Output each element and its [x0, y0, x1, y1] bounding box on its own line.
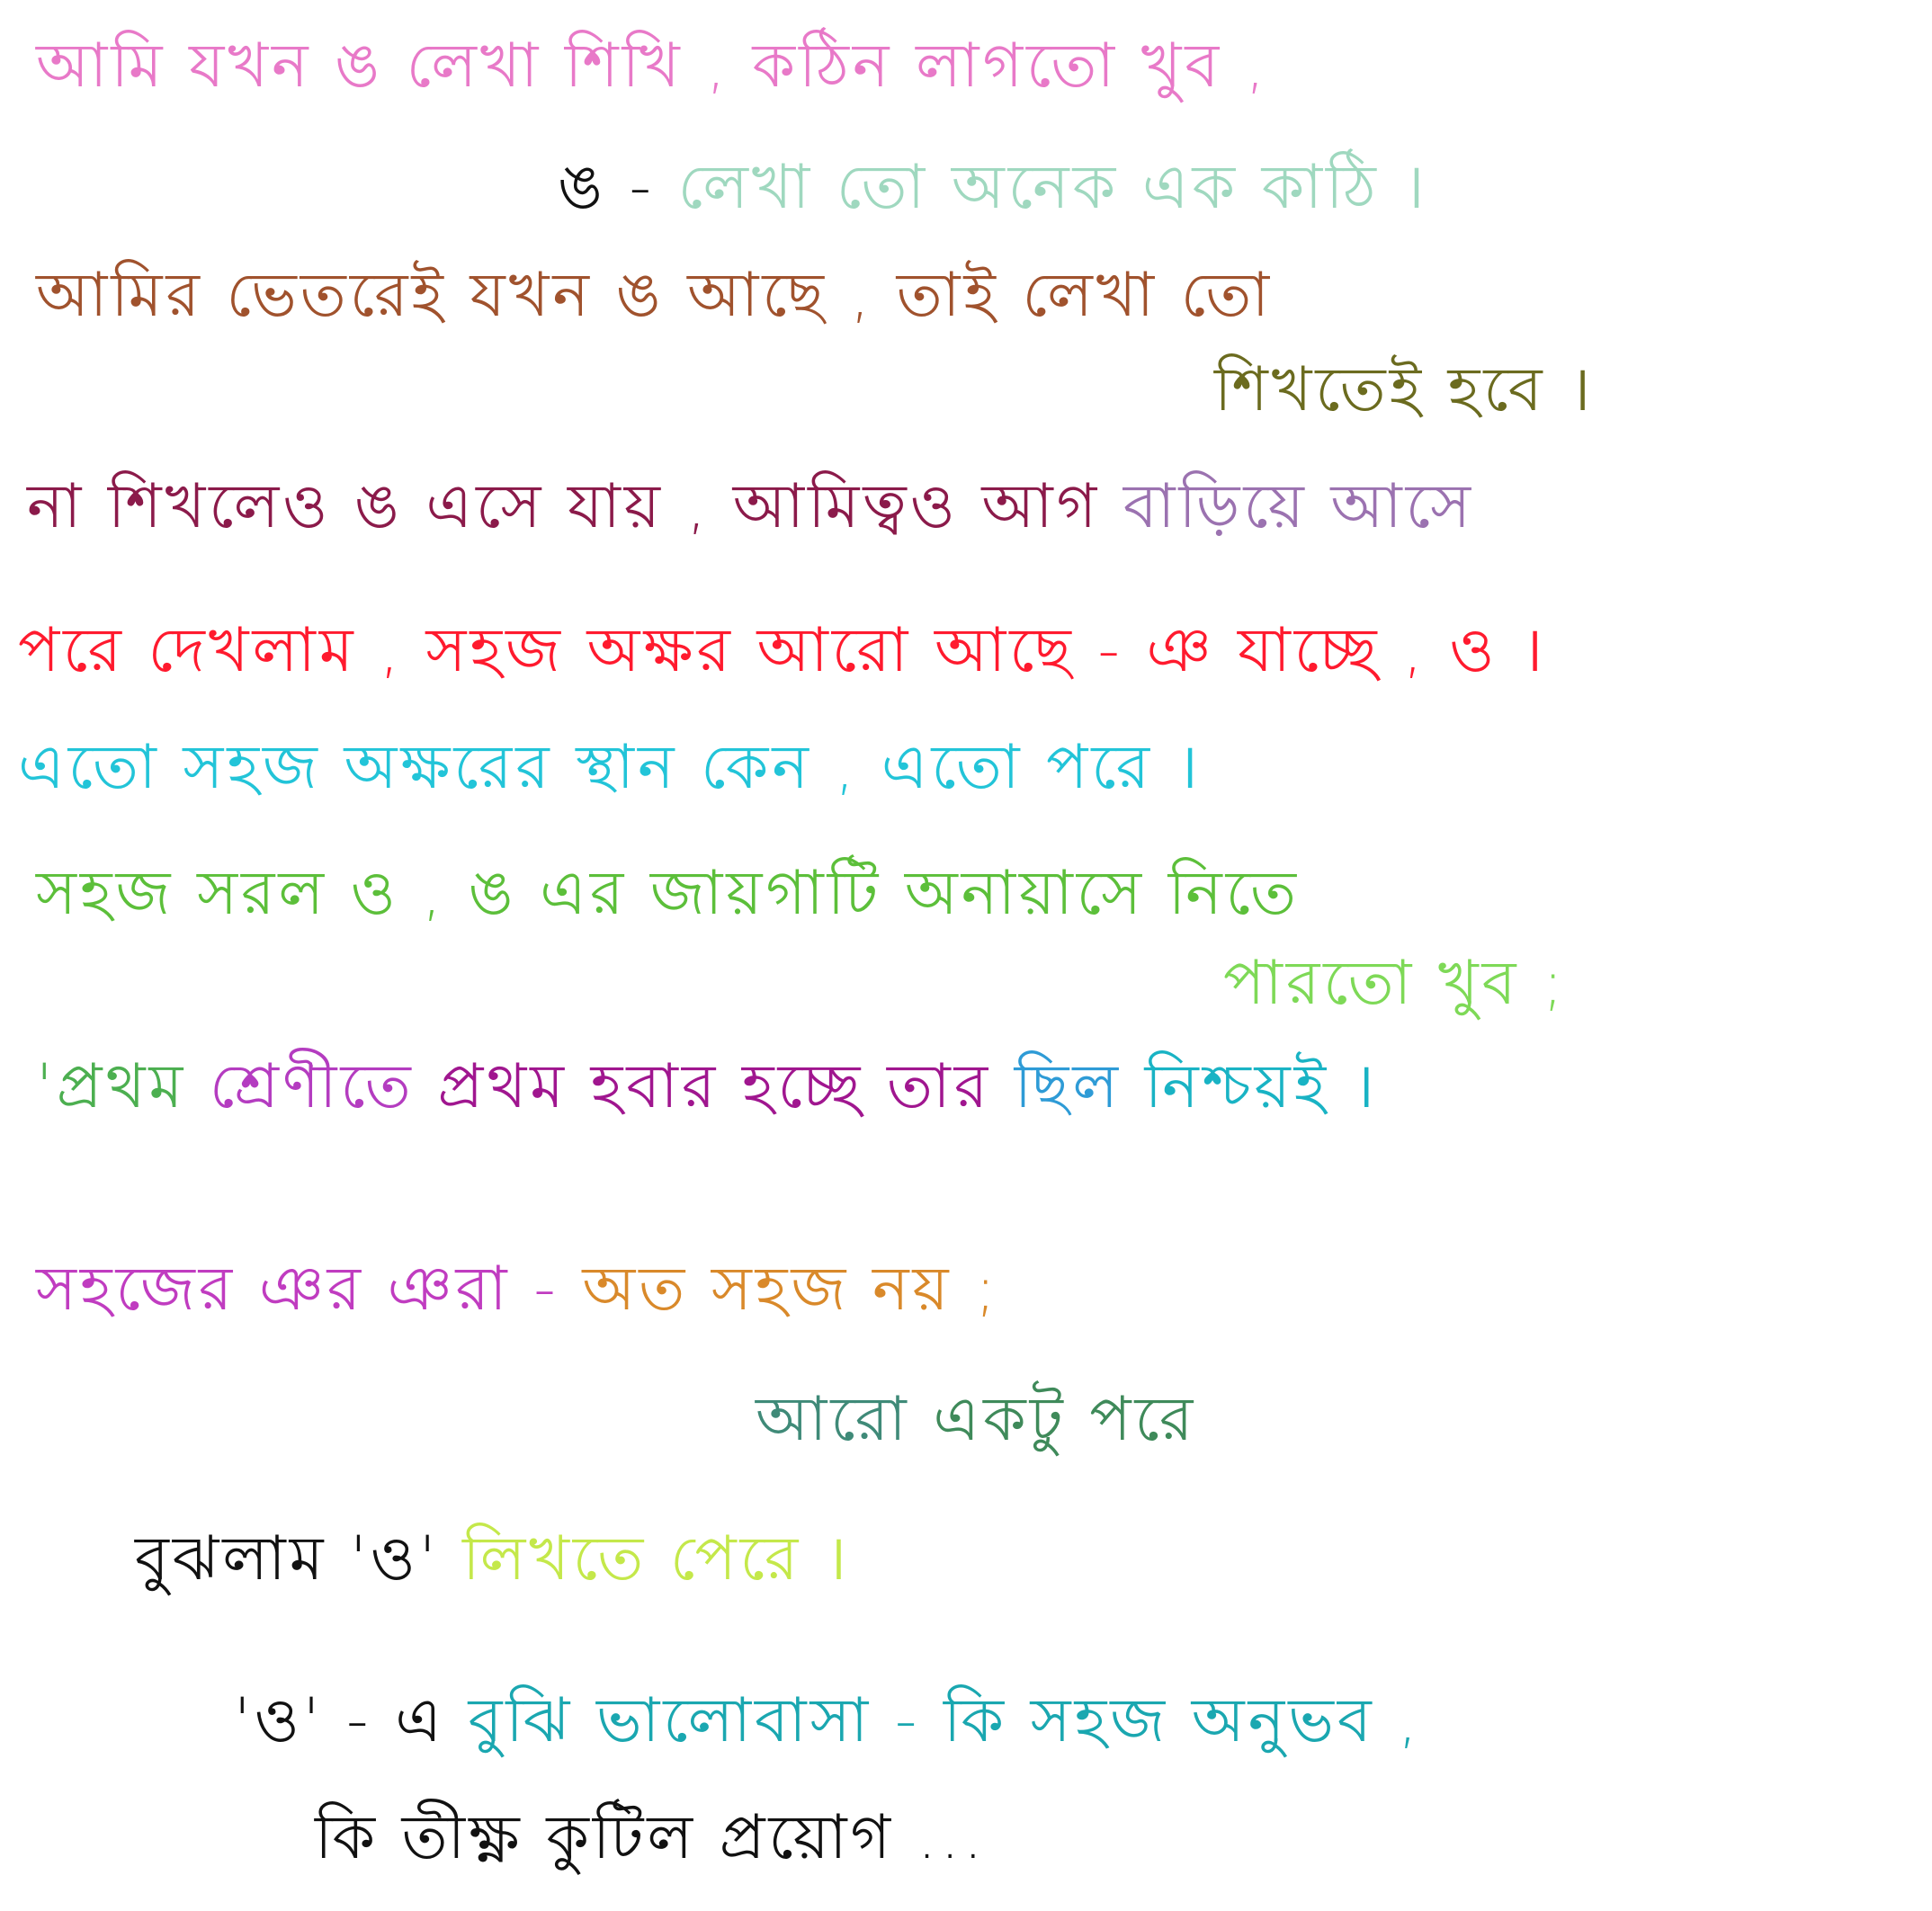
- poem-line-9: [1223, 948, 1567, 1019]
- line-9-segment-1: পারতো খুব ;: [1223, 948, 1567, 1019]
- line-1-segment-1: আমি যখন ঙ লেখা শিখি , কঠিন লাগতো খুব ,: [36, 31, 1269, 102]
- poem-line-11: [36, 1254, 1000, 1325]
- line-10-segment-2: শ্রেণীতে: [209, 1051, 438, 1122]
- line-14-segment-1: 'ও' - এ: [234, 1685, 469, 1756]
- poem-line-6: [18, 615, 1547, 686]
- poem-line-1: [36, 31, 1269, 102]
- line-2-segment-2: লেখা তো অনেক এক কাঠি ।: [677, 152, 1428, 223]
- line-7-segment-1: এতো সহজ অক্ষরের স্থান কেন , এতো পরে ।: [18, 732, 1202, 803]
- line-2-segment-1: ঙ -: [558, 152, 678, 223]
- poem-line-12: [756, 1384, 1197, 1455]
- line-11-segment-1: সহজের ঞর ঞরা -: [36, 1254, 583, 1325]
- poem-line-14: [234, 1685, 1421, 1756]
- poem-line-2: [558, 152, 1428, 223]
- line-12-segment-2: একটু পরে: [933, 1384, 1197, 1455]
- line-15-segment-1: কি তীক্ষ্ণ কুটিল প্রয়োগ ...: [315, 1802, 987, 1873]
- line-13-segment-2: লিখতে পেরে ।: [462, 1523, 851, 1594]
- line-6-segment-1: পরে দেখলাম , সহজ অক্ষর আরো আছে - ঞ যাচ্ছে , ও ।: [18, 615, 1547, 686]
- poem-line-3: [36, 260, 1274, 331]
- line-10-segment-1: 'প্রথম: [36, 1051, 210, 1122]
- poem-line-15: [315, 1802, 987, 1873]
- line-5-segment-2: বাড়িয়ে আসে: [1123, 471, 1475, 542]
- poem-line-8: [36, 858, 1301, 929]
- line-11-segment-2: অত সহজ নয় ;: [582, 1254, 1000, 1325]
- poem-line-4: [1214, 354, 1595, 425]
- line-4-segment-1: শিখতেই হবে ।: [1214, 354, 1595, 425]
- line-8-segment-1: সহজ সরল ও , ঙ এর জায়গাটি অনায়াসে নিতে: [36, 858, 1301, 929]
- line-10-segment-3: প্রথম হবার হচ্ছে তার: [437, 1051, 1015, 1122]
- line-14-segment-2: বুঝি ভালোবাসা - কি সহজ অনুভব ,: [468, 1685, 1421, 1756]
- line-5-segment-1: না শিখলেও ঙ এসে যায় , আমিত্বও আগ: [27, 471, 1123, 542]
- line-13-segment-1: বুঝলাম 'ও': [135, 1523, 463, 1594]
- line-10-segment-4: ছিল: [1014, 1051, 1145, 1122]
- poem-line-13: [135, 1523, 851, 1594]
- line-10-segment-5: নিশ্চয়ই ।: [1144, 1051, 1379, 1122]
- line-12-segment-1: আরো: [756, 1384, 934, 1455]
- line-3-segment-1: আমির ভেতরেই যখন ঙ আছে , তাই লেখা তো: [36, 260, 1274, 331]
- poem-line-7: [18, 732, 1202, 803]
- poem-line-5: [27, 471, 1475, 542]
- poem-line-10: [36, 1051, 1379, 1122]
